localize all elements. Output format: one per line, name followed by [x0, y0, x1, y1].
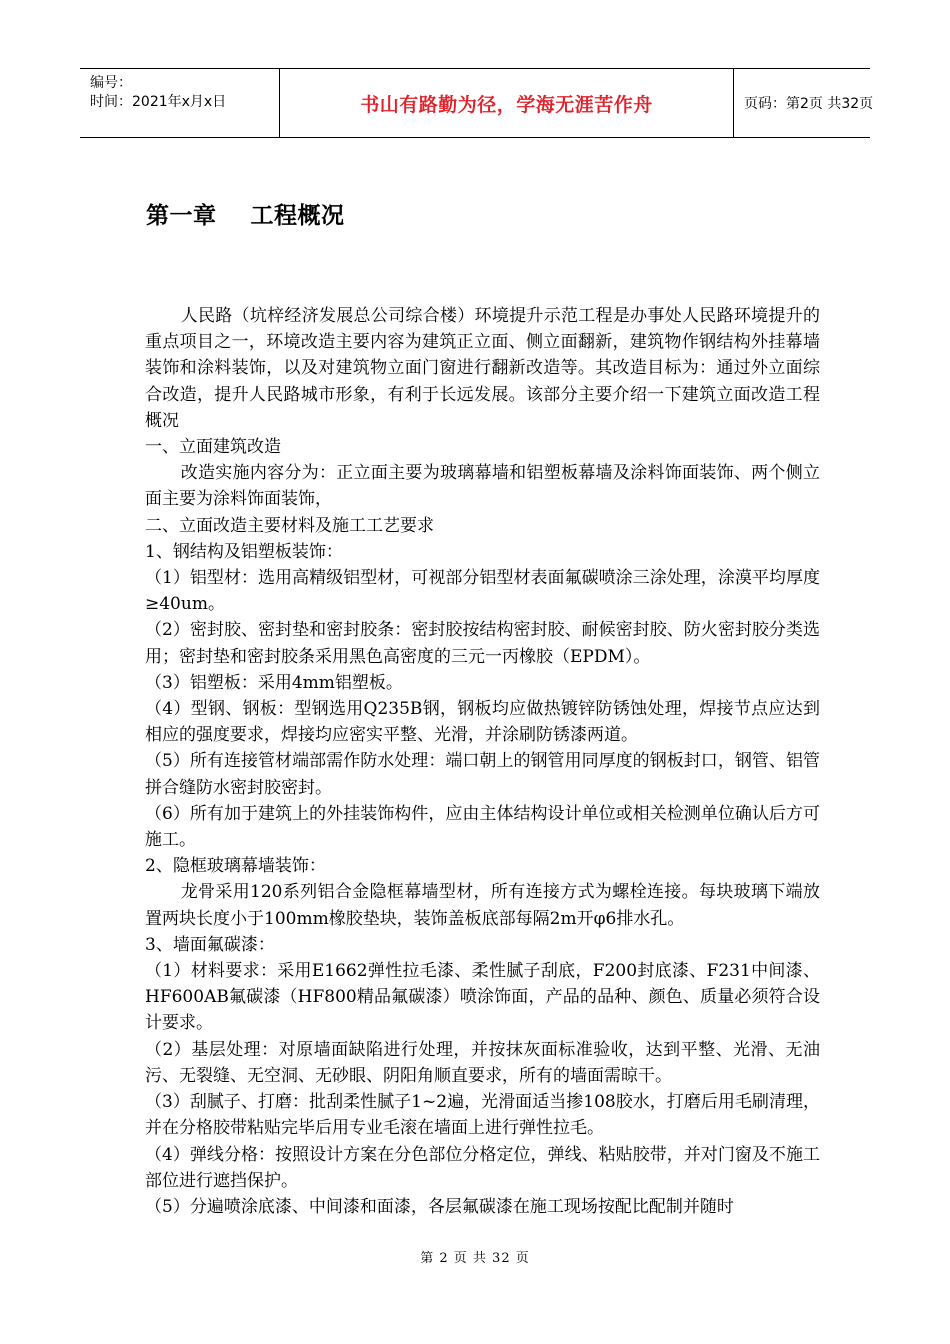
list-item: （5）所有连接管材端部需作防水处理：端口朝上的钢管用同厚度的钢板封口，钢管、铝管拼合缝防水密封胶密封。	[145, 751, 820, 798]
document-header	[80, 68, 874, 138]
list-item: （5）分遍喷涂底漆、中间漆和面漆，各层氟碳漆在施工现场按配比配制并随时	[145, 1196, 734, 1217]
paragraph: 龙骨采用120系列铝合金隐框幕墙型材，所有连接方式为螺栓连接。每块玻璃下端放置两块长度小于100mm橡胶垫块，装饰盖板底部每隔2m开φ6排水孔。	[145, 882, 820, 929]
paragraph: 人民路（坑梓经济发展总公司综合楼）环境提升示范工程是办事处人民路环境提升的重点项目之一，环境改造主要内容为建筑正立面、侧立面翻新，建筑物作钢结构外挂幕墙装饰和涂料装饰，以及对建筑物立面门窗进行翻新改造等。其改造目标为：通过外立面综合改造，提升人民路城市形象，有利于长远发展。该部分主要介绍一下建筑立面改造工程概况	[145, 306, 820, 431]
list-item: （4）型钢、钢板：型钢选用Q235B钢，钢板均应做热镀锌防锈蚀处理，焊接节点应达到相应的强度要求，焊接均应密实平整、光滑，并涂刷防锈漆两道。	[145, 699, 820, 746]
motto-text: 书山有路勤为径，学海无涯苦作舟	[360, 93, 653, 116]
subsection-heading: 1、钢结构及铝塑板装饰：	[145, 541, 343, 562]
paragraph: 改造实施内容分为：正立面主要为玻璃幕墙和铝塑板幕墙及涂料饰面装饰、两个侧立面主要为涂料饰面装饰，	[145, 463, 820, 510]
list-item: （1）材料要求：采用E1662弹性拉毛漆、柔性腻子刮底，F200封底漆、F231中间漆、HF600AB氟碳漆（HF800精品氟碳漆）喷涂饰面，产品的品种、颜色、质量必须符合设计要求。	[145, 961, 820, 1034]
list-item: （4）弹线分格：按照设计方案在分色部位分格定位，弹线、粘贴胶带，并对门窗及不施工部位进行遮挡保护。	[145, 1144, 820, 1191]
subsection-heading: 3、墙面氟碳漆：	[145, 934, 275, 955]
time-label: 时间：2021年x月x日	[90, 94, 227, 110]
list-item: （3）刮腻子、打磨：批刮柔性腻子1~2遍，光滑面适当掺108胶水，打磨后用毛刷清理，并在分格胶带粘贴完毕后用专业毛滚在墙面上进行弹性拉毛。	[145, 1092, 820, 1139]
page-info: 页码：第2页 共32页	[744, 96, 874, 112]
page-footer: 第 2 页 共 32 页	[420, 1251, 530, 1266]
list-item: （1）铝型材：选用高精级铝型材，可视部分铝型材表面氟碳喷涂三涂处理，涂漠平均厚度≥40um。	[145, 568, 820, 615]
list-item: （2）基层处理：对原墙面缺陷进行处理，并按抹灰面标准验收，达到平整、光滑、无油污、无裂缝、无空洞、无砂眼、阴阳角顺直要求，所有的墙面需晾干。	[145, 1039, 820, 1086]
document-body	[145, 303, 820, 1220]
section-heading: 二、立面改造主要材料及施工工艺要求	[145, 515, 434, 536]
subsection-heading: 2、隐框玻璃幕墙装饰：	[145, 856, 326, 877]
header-meta-cell	[80, 69, 280, 137]
chapter-title: 第一章 工程概况	[146, 203, 345, 229]
list-item: （3）铝塑板：采用4mm铝塑板。	[145, 672, 403, 693]
list-item: （6）所有加于建筑上的外挂装饰构件，应由主体结构设计单位或相关检测单位确认后方可施工。	[145, 803, 820, 851]
number-label: 编号：	[90, 75, 132, 91]
list-item: （2）密封胶、密封垫和密封胶条：密封胶按结构密封胶、耐候密封胶、防火密封胶分类选用；密封垫和密封胶条采用黑色高密度的三元一丙橡胶（EPDM）。	[145, 620, 820, 667]
section-heading: 一、立面建筑改造	[145, 437, 281, 458]
header-motto-cell	[280, 69, 734, 137]
